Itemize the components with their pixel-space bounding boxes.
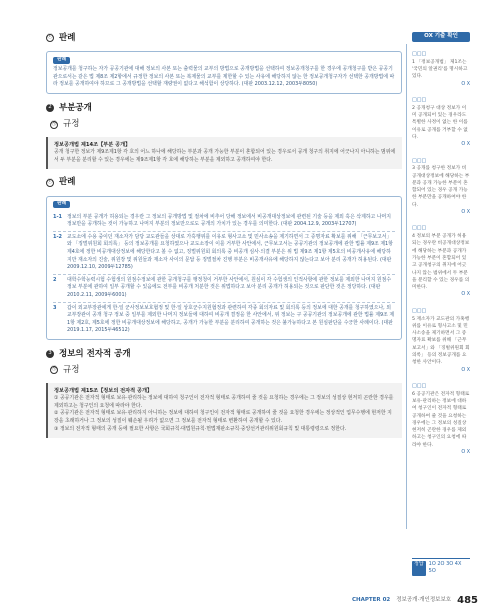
section-title: 부분공개: [59, 103, 92, 114]
footer-chapter: CHAPTER 02: [351, 597, 391, 604]
case-number: 2: [53, 276, 57, 283]
question-text: 4 정보의 부분 공개가 허용되는 경우란 비공개대상정보에 해당하는 부분과 공개가 가능한 부분이 혼합되어 있고 공개청구의 취지에 어긋나지 않는 범위에서 두 부분을 분리할 수 있는 경우를 의미한다.: [412, 234, 470, 291]
case-number: 3: [53, 304, 57, 311]
ox-question: [412, 158, 470, 217]
case-row: [53, 231, 395, 272]
question-text: 5 재소자가 교도관의 가혹행위를 이유로 형사고소 및 민사소송을 제기하면서 그 증명자료 확보를 위해 「근무보고서」와 「징벌위원회 회의록」 등의 정보공개를 요청한 사안이다.: [412, 316, 470, 366]
section-number: 2: [46, 104, 54, 112]
footer-title: 정보공개·개인정보보호: [396, 597, 452, 604]
case-number: 1-2: [53, 233, 63, 240]
subsection-heading-rule: [50, 364, 402, 376]
answer-values: 1O 2O 3O 4X 5O: [428, 561, 462, 575]
main-content: [46, 32, 402, 438]
case-text: 교도소에 수용 중이던 재소자가 담당 교도관들을 상대로 가혹행위를 이유로 형사고소 및 민사소송을 제기하면서 그 증명자료 확보를 위해 「근무보고서」와 「징벌위원회 회의록」 등의 정보공개를 요청하였으나 교도소장이 이를 거부한 사안에서, 근무보고서는 공공기관의 정보공개에 관한 법률 제9조 제1항 제4호에 정한 비공개대상정보에 해당한다고 볼 수 없고, 징벌위원회 회의록 중 비공개 심사·의결 부분은 위 법 제9조 제1항 제5호의 비공개사유에 해당하지만 재소자의 진술, 위원장 및 위원들과 재소자 사이의 문답 등 징벌절차 진행 부분은 비공개사유에 해당하지 않는다고 보아 분리 공개가 허용된다. (대판 2009.12.10, 2009두12785): [67, 233, 393, 271]
case-row: [53, 302, 395, 335]
law-text: 공개 청구한 정보가 제9조제1항 각 호의 어느 하나에 해당하는 부분과 공개 가능한 부분이 혼합되어 있는 경우로서 공개 청구의 취지에 어긋나지 아니하는 범위에서 두 부분을 분리할 수 있는 경우에는 제9조제1항 각 호에 해당하는 부분을 제외하고 공개하여야 한다.: [54, 149, 396, 163]
section-heading-precedent-2: [46, 176, 402, 188]
answer-label: 정답: [412, 561, 426, 576]
question-text: 1 「정보공개법」 제1조는 '국민의 알권리'를 명시하고 있다.: [412, 59, 468, 80]
section-heading-precedent-1: [46, 32, 402, 44]
ox-answer: O X: [461, 210, 470, 215]
section-title: 판례: [59, 177, 76, 188]
ox-question: [412, 225, 470, 298]
law-title: 정보공개법 제15조【정보의 전자적 공개】: [54, 387, 153, 394]
precedent-text: 정보공개를 청구하는 자가 공공기관에 대해 정보의 사본 또는 출력물의 교부의 방법으로 공개방법을 선택하여 정보공개청구를 한 경우에 공개청구를 받은 공공기관으로서는 같은 법 제8조 제2항에서 규정한 정보의 사본 또는 복제물의 교부를 제한할 수 있는 사유에 해당하지 않는 한 정보공개청구자가 선택한 공개방법에 따라 정보를 공개하여야 하므로 그 공개방법을 선택할 재량권이 없다고 해석함이 상당하다. (대판 2003.12.12, 2003두8050): [53, 66, 395, 88]
section-heading-electronic-disclosure: [46, 348, 402, 360]
case-text: 대학수학능력시험 수험생의 원점수정보에 관한 공개청구를 행정청이 거부한 사안에서, 원심이 각 수험생의 인적사항에 관한 정보를 제외한 나머지 원점수정보 부분에 관하여 일부 공개할 수 있음에도 전부를 비공개 처분한 것은 위법하다고 보아 분리 공개가 허용되는 것으로 판단한 것은 정당하다. (대판 2010.2.11, 2009두6001): [67, 276, 392, 298]
checkbox-marks: □□□: [412, 225, 427, 232]
page-footer: [352, 594, 478, 609]
section-number: 3: [46, 350, 54, 358]
checkbox-marks: □□□: [412, 50, 427, 57]
precedent-label: 판례: [53, 201, 70, 208]
law-item: ② 공공기관은 전자적 형태로 보유·관리하지 아니하는 정보에 대하여 청구인이 전자적 형태로 공개하여 줄 것을 요청한 경우에는 정상적인 업무수행에 현저한 지장을 초래하거나 그 정보의 성질이 훼손될 우려가 없으면 그 정보를 전자적 형태로 변환하여 공개할 수 있다.: [54, 410, 392, 424]
section-number: ⓒ: [47, 34, 53, 41]
section-heading-partial-disclosure: [46, 102, 402, 114]
precedent-box-1: [46, 51, 402, 94]
precedent-cases: [46, 196, 402, 340]
law-box-article-14: [46, 137, 402, 170]
ox-answer: O X: [461, 367, 470, 373]
section-title: 판례: [59, 33, 76, 43]
checkbox-marks: □□□: [412, 96, 427, 103]
ox-question: [412, 383, 470, 456]
law-box-article-15: [46, 383, 402, 439]
question-text: 6 공공기관은 전자적 형태로 보유·관리하는 정보에 대하여 청구인이 전자적 형태로 공개하여 줄 것을 요청하는 경우에는 그 정보의 성질상 현저히 곤란한 경우를 제외하고는 청구인의 요청에 따라야 한다.: [412, 391, 470, 448]
checkbox-marks: □□□: [412, 157, 427, 164]
ox-question: [412, 51, 470, 88]
ox-question: [412, 97, 470, 149]
subsection-title: 규정: [63, 365, 80, 376]
section-title: 정보의 전자적 공개: [59, 348, 131, 359]
sidebar-divider: [406, 44, 407, 529]
subsection-title: 규정: [63, 119, 80, 130]
subsection-number: ㉮: [51, 120, 57, 127]
ox-sidebar-header: OX 기출 확인: [412, 32, 470, 42]
section-number: ⓒ: [47, 178, 53, 185]
law-item: ① 공공기관은 전자적 형태로 보유·관리하는 정보에 대하여 청구인이 전자적 형태로 공개하여 줄 것을 요청하는 경우에는 그 정보의 성질상 현저히 곤란한 경우를 제외하고는 청구인의 요청에 따라야 한다.: [54, 395, 394, 409]
ox-answer: O X: [461, 292, 470, 298]
case-row: [53, 274, 395, 300]
question-text: 3 공개를 청구한 정보가 비공개대상정보에 해당하는 부분과 공개 가능한 부분이 혼합되어 있는 경우 공개 가능한 부분만을 공개하여야 한다.: [412, 166, 470, 208]
page-number: 485: [457, 595, 478, 606]
case-number: 1-1: [53, 213, 63, 220]
question-text: 2 공개청구 대상 정보가 이미 공개되어 있는 경우라도 특별한 사정이 없는 한 이를 이유로 공개를 거부할 수 없다.: [412, 105, 468, 140]
subsection-number: ㉮: [51, 366, 57, 373]
ox-answer: O X: [461, 142, 470, 148]
law-title: 정보공개법 제14조【부분 공개】: [54, 141, 131, 148]
precedent-label: 판례: [53, 57, 70, 64]
subsection-heading-rule: [50, 118, 402, 130]
ox-answer: O X: [461, 81, 470, 87]
ox-sidebar: [412, 32, 470, 456]
case-text: 갑이 외교부장관에게 한·일 군사정보보호협정 및 한·일 상호군수지원협정과 관련하여 각종 회의자료 및 회의록 등의 정보에 대한 공개를 청구하였으나, 외교부장관이 공개 청구 정보 중 일부를 제외한 나머지 정보들에 대하여 비공개 결정을 한 사안에서, 위 정보는 구 공공기관의 정보공개에 관한 법률 제9조 제1항 제2호, 제5호에 정한 비공개대상정보에 해당하고, 공개가 가능한 부분을 분리하여 공개하는 것은 불가능하다고 본 원심판단을 수긍한 사례이다. (대판 2019.1.17, 2015두46512): [67, 304, 395, 334]
ox-answer: O X: [461, 449, 470, 455]
case-text: 정보의 부분 공개가 허용되는 경우란 그 정보의 공개방법 및 절차에 비추어 당해 정보에서 비공개대상정보에 관련된 기술 등을 제외 혹은 삭제하고 나머지 정보만을 공개하는 것이 가능하고 나머지 부분의 정보만으로도 공개의 가치가 있는 경우를 의미한다. (대판 2004.12.9, 2003두12707): [67, 213, 392, 228]
checkbox-marks: □□□: [412, 307, 427, 314]
answer-bar: [412, 558, 470, 576]
ox-question: [412, 308, 470, 374]
checkbox-marks: □□□: [412, 382, 427, 389]
law-item: ③ 정보의 전자적 형태의 공개 등에 필요한 사항은 국회규칙·대법원규칙·헌법재판소규칙·중앙선거관리위원회규칙 및 대통령령으로 정한다.: [54, 425, 347, 432]
case-row: [53, 212, 395, 229]
